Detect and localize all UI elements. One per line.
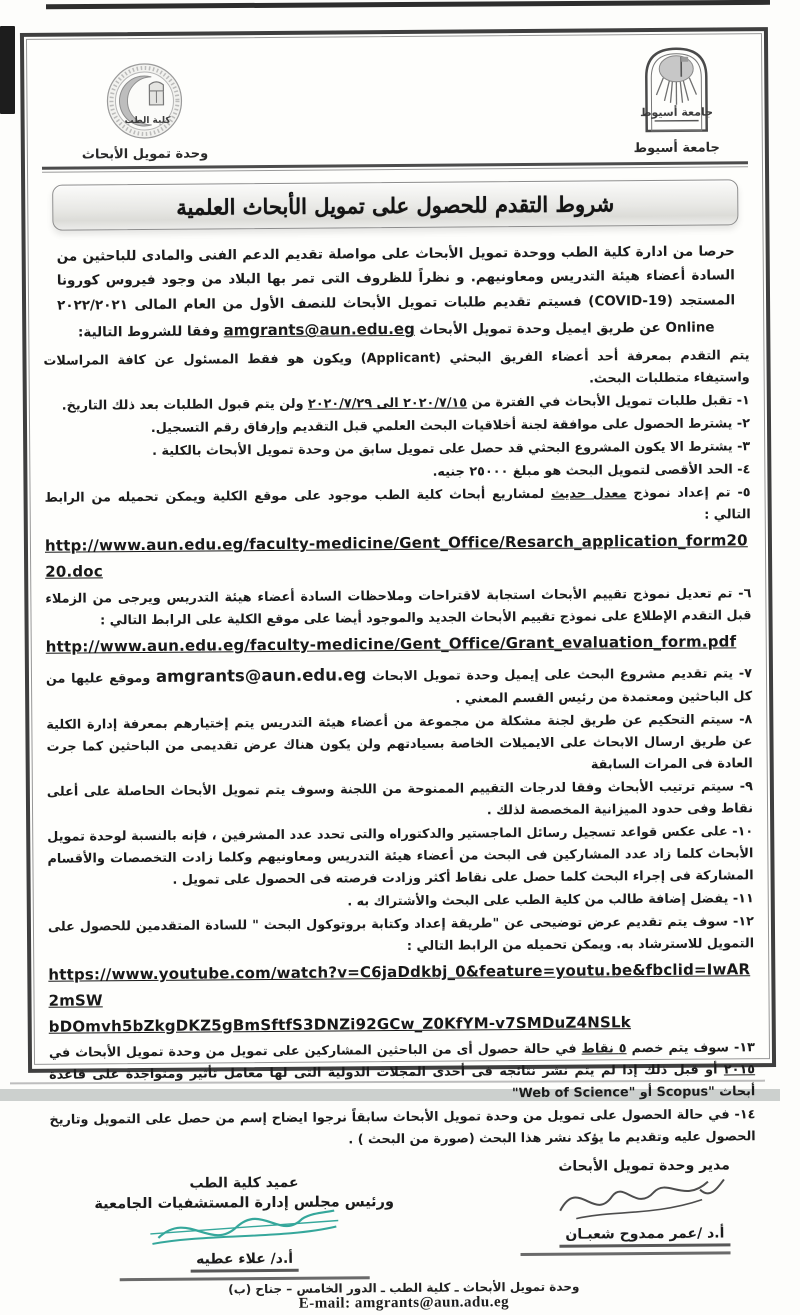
term-11: ١١- يفضل إضافة طالب من كلية الطب على البحث والأشتراك به . [48,888,754,916]
director-underline [521,1252,731,1257]
intro-text: حرصا من ادارة كلية الطب ووحدة تمويل الأبحاث على مواصلة تقديم الدعم الفنى والمادى للباحثين من السادة أعضاء هيئة التدريس ومعاونيهم. و نظراً للظروف التى تمر بها البلاد من وجود فيروس كورونا المستجد [57,243,735,309]
intro-text-4: وفقا للشروط التالية: [78,324,224,341]
intro-text-3: عن طريق ايميل وحدة تمويل الأبحاث [415,320,666,338]
footer-address: وحدة تمويل الأبحاث ـ كلية الطب ـ الدور الخامس – جناح (ب) [51,1279,757,1299]
signatures-section [50,1150,757,1283]
dean-title: عميد كلية الطب [189,1175,298,1192]
unit-email-link[interactable]: amgrants@aun.edu.eg [224,320,415,340]
online-label: Online [665,320,714,336]
term-applicant: يتم التقدم بمعرفة أحد أعضاء الفريق البحثي (Applicant) ويكون هو فقط المسئول عن كافة المراسلات واستيفاء متطلبات البحث. [43,345,749,395]
assiut-university-logo-icon [634,42,719,139]
term-12: ١٢- سوف يتم تقديم عرض توضيحى عن "طريقة إعداد وكتابة بروتوكول البحث " للسادة المتقدمين للحصول على التمويل للاسترشاد به. ويمكن تحميله من الرابط التالي : [48,911,754,961]
application-form-link[interactable]: http://www.aun.edu.eg/faculty-medicine/Gent_Office/Resarch_application_form2020.doc [45,528,751,585]
document-header [41,40,748,163]
scan-edge-artifact-top [46,0,770,9]
terms-list [43,345,755,1154]
term-3: ٣- يشترط الا يكون المشروع البحثي قد حصل على تمويل سابق من وحدة تمويل الأبحاث بالكلية . [44,436,750,464]
term-4: ٤- الحد الأقصى لتمويل البحث هو مبلغ ٢٥٠٠٠ جنيه. [44,459,750,487]
term-7: ٧- يتم تقديم مشروع البحث على إيميل وحدة تمويل الابحاث amgrants@aun.edu.eg وموقع عليها من كل الباحثين ومعتمدة من رئيس القسم المعني . [46,658,752,714]
dean-signature-block [94,1174,395,1281]
title-banner [52,179,738,230]
term-10: ١٠- على عكس قواعد تسجيل رسائل الماجستير والدكتوراه والتى تحدد عدد المشرفين ، فإنه بالنسبة لوحدة تمويل الأبحاث كلما زاد عدد المشاركين فى البحث من أعضاء هيئة التدريس ومعاونيهم وكلما زادت التخصصات والأقسام المشاركة فى إجراء البحث كلما حصل على نقاط أكثر وزادت فرصته فى الحصول على تمويل . [47,821,753,893]
points-deduction-label: ٥ نقاط [582,1042,627,1057]
document-sheet [20,27,776,1073]
university-logo-block [633,42,720,156]
scopus-label: Scopus [657,1085,709,1100]
web-of-science-label: Web of Science [519,1086,629,1102]
updated-form-label: معدل حديث [551,486,627,502]
term-2: ٢- يشترط الحصول على موافقة لجنة أخلاقيات البحث العلمي قبل التقديم وإرفاق رقم التسجيل. [44,413,750,441]
term-6: ٦- تم تعديل نموذج تقييم الأبحاث استجابة لاقتراحات وملاحظات السادة أعضاء هيئة التدريس ويرجى من الزملاء قبل التقدم الإطلاع على نموذج تقييم الأبحاث الجديد والموجود أيضا على موقع الكلية على الرابط التالي : [45,583,751,633]
director-name: أ.د /عمر ممدوح شعبـان [559,1226,730,1248]
covid-label: (COVID-19) [588,293,673,310]
term-9: ٩- سيتم ترتيب الأبحاث وفقا لدرجات التقييم الممنوحة من اللجنة وسوف يتم تمويل الأبحاث الحاصلة على أعلى نقاط وفى حدود الميزانية المخصصة لذلك . [47,776,753,826]
evaluation-form-link[interactable]: http://www.aun.edu.eg/faculty-medicine/Gent_Office/Grant_evaluation_form.pdf [46,629,752,660]
university-logo-text: جامعة أسيوط [640,105,713,120]
director-signature-block [470,1158,731,1279]
submission-email-link[interactable]: amgrants@aun.edu.eg [156,665,366,686]
hospitals-board-title: ورئيس مجلس إدارة المستشفيات الجامعية [94,1194,394,1212]
document-footer [51,1279,757,1315]
faculty-unit-block [81,60,208,162]
term-5: ٥- تم إعداد نموذج معدل حديث لمشاريع أبحاث كلية الطب موجود على موقع الكلية ويمكن تحميله من الرابط التالي : [45,482,751,532]
term-14: ١٤- في حالة الحصول على تمويل من وحدة تمويل الأبحاث سابقاً نرجوا ايضاح إسم من حصل على التمويل وتاريخ الحصول عليه وتقديم ما يؤكد نشر هذا البحث (صورة من البحث ) . [49,1105,755,1155]
submission-period-dates: ٢٠٢٠/٧/١٥ الى ٢٠٢٠/٧/٢٩ [308,396,467,412]
page-title: شروط التقدم للحصول على تمويل الأبحاث العلمية [176,191,614,219]
university-caption: جامعة أسيوط [634,140,720,156]
faculty-of-medicine-seal-icon [101,61,188,146]
term-13: ١٣- سوف يتم خصم ٥ نقاط في حالة حصول أى من الباحثين المشاركين على تمويل من وحدة تمويل الأبحاث في ٢٠١٥ أو قبل ذلك إذا لم يتم نشر نتائجه فى أحدى المجلات الدولية التى لها معامل تأثير ومتواجدة على قاعدة أبحاث "Scopus أو "Web of Science" [49,1038,755,1110]
footer-email[interactable]: E-mail: amgrants@aun.adu.eg [51,1293,757,1315]
intro-paragraph [43,239,750,347]
year-2015-label: ٢٠١٥ [724,1063,755,1078]
faculty-seal-text: كلية الطب [125,116,172,126]
youtube-link[interactable]: https://www.youtube.com/watch?v=C6jaDdkbj_0&feature=youtu.be&fbclid=IwAR2mSW bDOmvh5bZkgDKZ5gBmSftfS3DNZi92GCw_Z0KfYM-v7SMDuZ4NSLk [48,957,755,1040]
intro-text-2: فسيتم تقديم طلبات تمويل الأبحاث للنصف الأول من العام المالى ٢٠٢٢/٢٠٢١ [57,294,588,314]
term-1: ١- تقبل طلبات تمويل الأبحاث في الفترة من ٢٠٢٠/٧/١٥ الى ٢٠٢٠/٧/٢٩ ولن يتم قبول الطلبات بعد ذلك التاريخ. [44,390,750,418]
director-signature-icon [550,1170,730,1233]
scan-edge-artifact-left [0,26,15,114]
dean-underline [120,1277,370,1282]
director-title: مدير وحدة تمويل الأبحاث [558,1158,730,1175]
unit-caption: وحدة تمويل الأبحاث [82,146,208,162]
header-divider [42,161,748,173]
document-frame [20,27,776,1073]
term-8: ٨- سيتم التحكيم عن طريق لجنة مشكلة من مجموعة من أعضاء هيئة التدريس يتم إختيارهم بمعرفة إدارة الكلية عن طريق ارسال الابحاث على الايميلات الخاصة بسيادتهم ولن يكون هناك عرض تقديمى من الباحثين كما جرت العادة فى المرات السابقة [46,709,752,781]
dean-name: أ.د/ علاء عطيه [190,1251,299,1273]
